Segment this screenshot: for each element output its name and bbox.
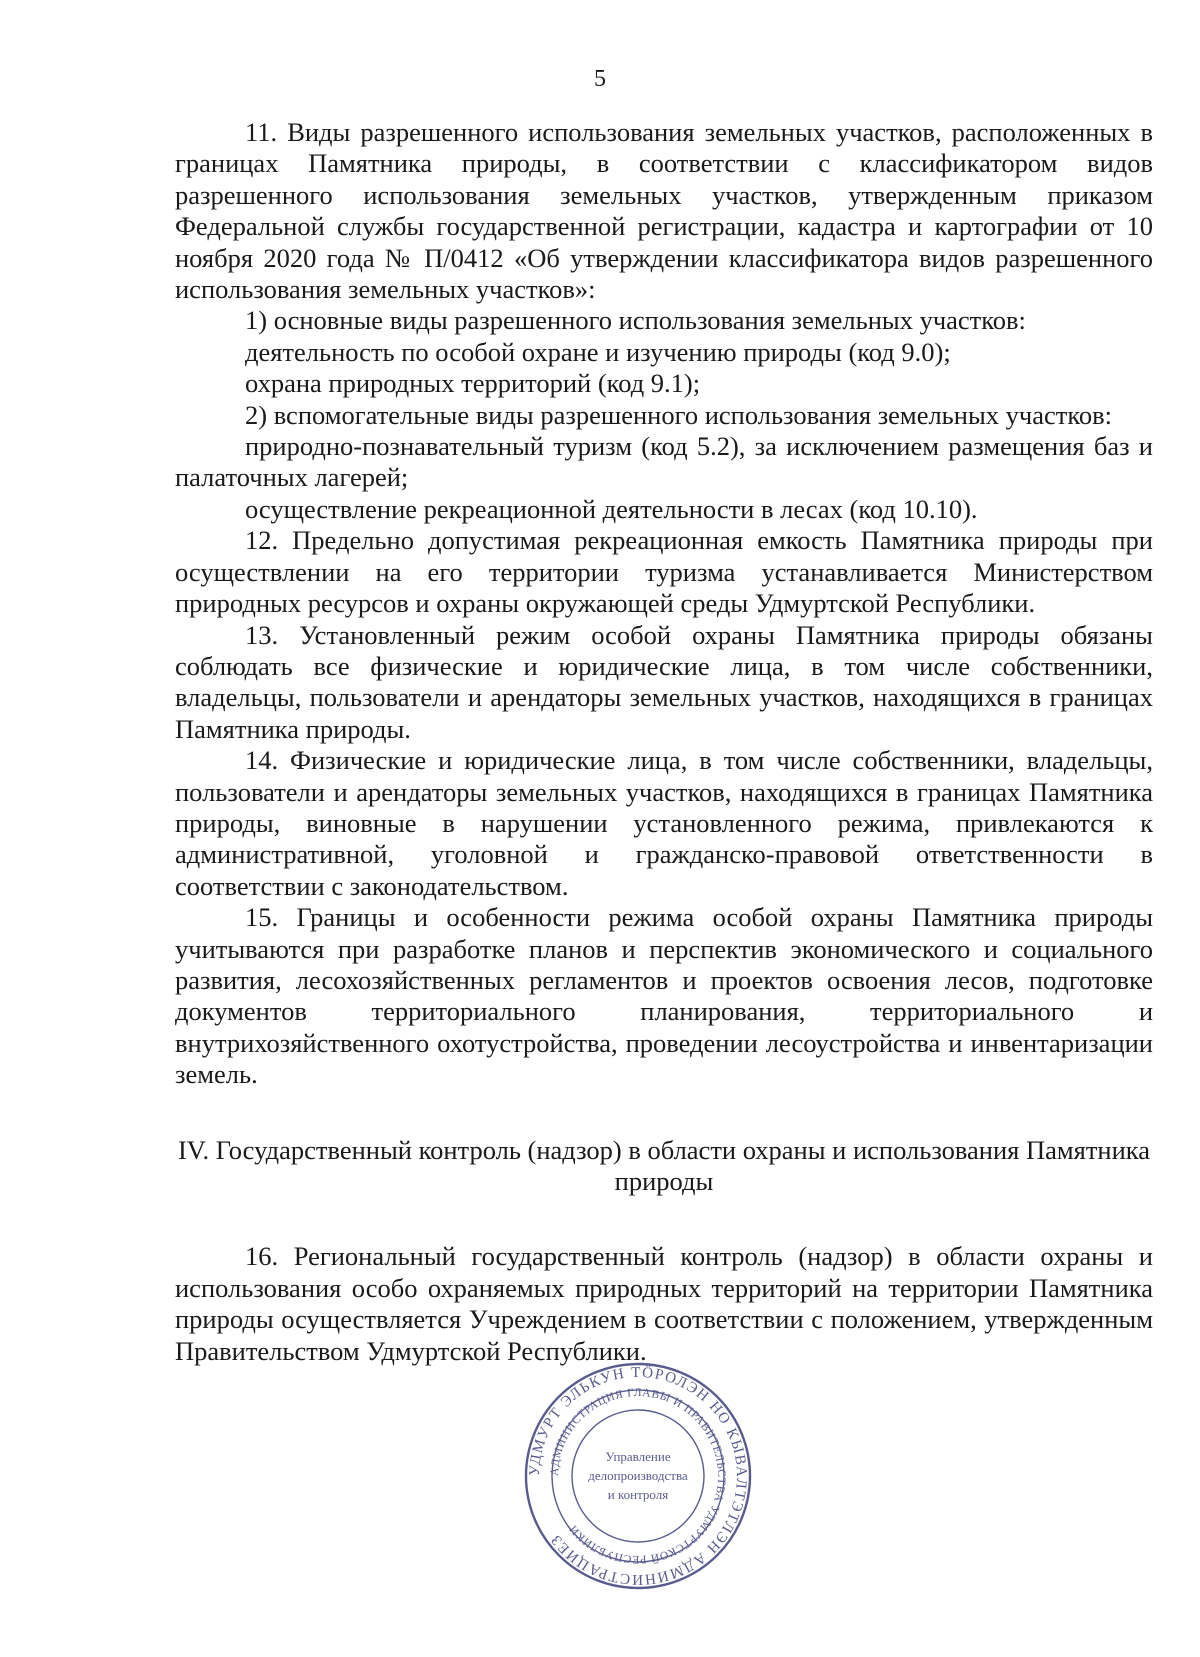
paragraph-16: 16. Региональный государственный контроль (надзор) в области охраны и использования особо охраняемых природных территорий на территории Памятника природы осуществляется Учреждением в соответствии с положением, утвержденным Правительством Удмуртской Республики. bbox=[175, 1241, 1153, 1366]
list-item-auxiliary-uses: 2) вспомогательные виды разрешенного использования земельных участков: bbox=[245, 399, 1112, 430]
list-item-recreation: осуществление рекреационной деятельности в лесах (код 10.10). bbox=[245, 493, 978, 524]
list-item-main-uses: 1) основные виды разрешенного использования земельных участков: bbox=[245, 305, 1026, 336]
seal-outer-ring-text: УДМУРТ ЭЛЬКУН ТӦРОЛЭН НО КЫВАЛТЭТЛЭН АДМИНИСТРАЦИЕЗ bbox=[526, 1364, 750, 1588]
seal-center-line-3: и контроля bbox=[607, 1487, 669, 1502]
paragraph-13: 13. Установленный режим особой охраны Памятника природы обязаны соблюдать все физические и юридические лица, в том числе собственники, владельцы, пользователи и арендаторы земельных участков, находящихся в границах Памятника природы. bbox=[175, 619, 1153, 744]
paragraph-11: 11. Виды разрешенного использования земельных участков, расположенных в границах Памятника природы, в соответствии с классификатором видов разрешенного использования земельных участков, утвержденным приказом Федеральной службы государственной регистрации, кадастра и картографии от 10 ноября 2020 года № П/0412 «Об утверждении классификатора видов разрешенного использования земельных участков»: bbox=[175, 117, 1153, 305]
list-item-nature-protection: охрана природных территорий (код 9.1); bbox=[245, 368, 701, 399]
paragraph-12: 12. Предельно допустимая рекреационная емкость Памятника природы при осуществлении на его территории туризма устанавливается Министерством природных ресурсов и охраны окружающей среды Удмуртской Республики. bbox=[175, 525, 1153, 619]
list-item-nature-study: деятельность по особой охране и изучению природы (код 9.0); bbox=[245, 336, 951, 367]
section-heading: IV. Государственный контроль (надзор) в области охраны и использования Памятника природы bbox=[177, 1134, 1151, 1196]
seal-center-line-1: Управление bbox=[605, 1449, 671, 1464]
official-seal-stamp bbox=[522, 1360, 754, 1592]
paragraph-15: 15. Границы и особенности режима особой охраны Памятника природы учитываются при разработке планов и перспектив экономического и социального развития, лесохозяйственных регламентов и проектов освоения лесов, подготовке документов территориального планирования, территориального и внутрихозяйственного охотустройства, проведении лесоустройства и инвентаризации земель. bbox=[175, 902, 1153, 1090]
seal-center-line-2: делопроизводства bbox=[588, 1468, 688, 1483]
seal-inner-ring-text: АДМИНИСТРАЦИЯ ГЛАВЫ И ПРАВИТЕЛЬСТВА УДМУРТСКОЙ РЕСПУБЛИКИ bbox=[548, 1386, 728, 1566]
document-body bbox=[175, 117, 1153, 1367]
official-seal-graphic bbox=[522, 1360, 754, 1592]
page-number: 5 bbox=[594, 66, 606, 92]
list-item-tourism: природно-познавательный туризм (код 5.2), за исключением размещения баз и палаточных лагерей; bbox=[175, 431, 1153, 493]
paragraph-14: 14. Физические и юридические лица, в том числе собственники, владельцы, пользователи и арендаторы земельных участков, находящихся в границах Памятника природы, виновные в нарушении установленного режима, привлекаются к административной, уголовной и гражданско-правовой ответственности в соответствии с законодательством. bbox=[175, 745, 1153, 901]
